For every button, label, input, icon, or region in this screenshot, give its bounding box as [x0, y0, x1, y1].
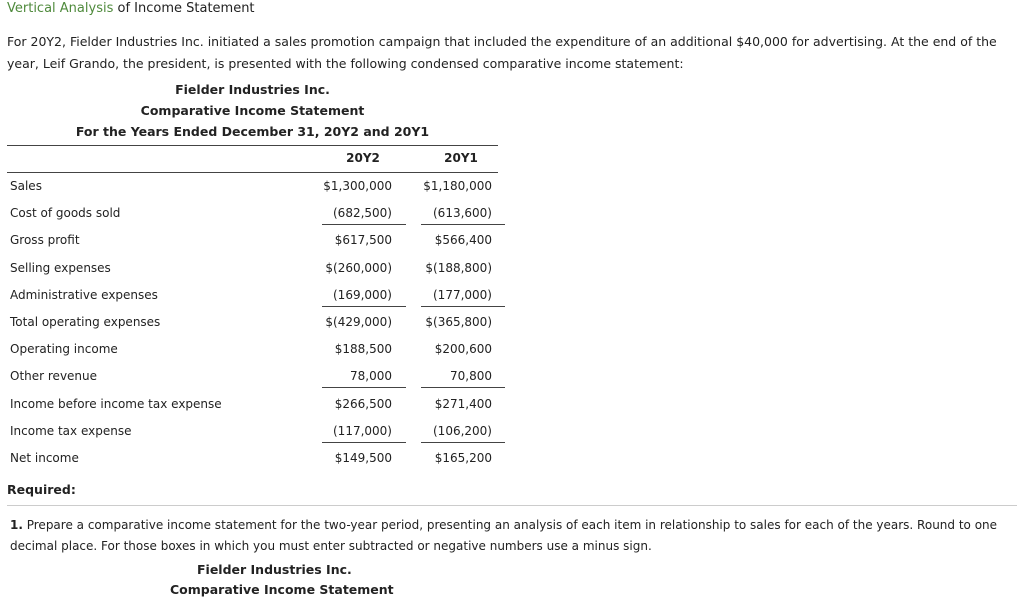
table-row: [7, 336, 498, 363]
value-20y2: $149,500: [334, 450, 392, 465]
underline: [421, 224, 505, 225]
row-label: Administrative expenses: [10, 287, 158, 302]
value-20y1: $566,400: [434, 233, 492, 248]
row-label: Net income: [10, 450, 79, 465]
table-header-row: [7, 146, 498, 173]
value-20y1: $271,400: [434, 396, 492, 411]
value-20y1: $(365,800): [425, 314, 492, 329]
value-20y2: (682,500): [333, 206, 392, 221]
table-row: [7, 445, 498, 472]
bottom-statement-company: Fielder Industries Inc.: [197, 562, 352, 577]
row-label: Cost of goods sold: [10, 206, 121, 221]
value-20y2: $1,300,000: [323, 179, 392, 193]
value-20y2: $(429,000): [325, 314, 392, 329]
row-label: Total operating expenses: [10, 314, 161, 329]
row-label: Selling expenses: [10, 260, 111, 275]
instruction-paragraph: [10, 515, 1010, 557]
table-row: [7, 391, 498, 418]
page-title: [7, 1, 255, 16]
row-label: Income tax expense: [10, 423, 132, 438]
table-row: [7, 363, 498, 390]
value-20y2: $617,500: [334, 233, 392, 248]
income-statement-table: [7, 145, 498, 472]
table-row: [7, 200, 498, 227]
underline: [322, 224, 406, 225]
row-label: Income before income tax expense: [10, 396, 222, 411]
row-label: Sales: [10, 179, 42, 193]
row-label: Gross profit: [10, 233, 80, 248]
value-20y1: $(188,800): [425, 260, 492, 275]
row-label: Other revenue: [10, 369, 98, 384]
value-20y2: $266,500: [334, 396, 392, 411]
value-20y2: $188,500: [334, 342, 392, 357]
value-20y2: (169,000): [333, 287, 392, 302]
value-20y2: 78,000: [350, 369, 392, 384]
value-20y1: $200,600: [434, 342, 492, 357]
table-row: [7, 282, 498, 309]
underline: [421, 306, 505, 307]
value-20y1: (177,000): [433, 287, 492, 302]
column-header-20y1: 20Y1: [444, 151, 478, 165]
underline: [421, 442, 505, 443]
underline: [322, 306, 406, 307]
underline: [322, 387, 406, 388]
table-row: [7, 227, 498, 254]
value-20y1: $1,180,000: [423, 179, 492, 193]
statement-period: For the Years Ended December 31, 20Y2 and 20Y1: [75, 124, 430, 139]
value-20y2: (117,000): [333, 423, 392, 438]
vertical-analysis-link[interactable]: Vertical Analysis: [7, 1, 114, 16]
value-20y1: (106,200): [433, 423, 492, 438]
table-row: [7, 418, 498, 445]
page-title-rest: of Income Statement: [113, 1, 255, 16]
instruction-number: 1.: [10, 518, 23, 532]
underline: [322, 442, 406, 443]
table-row: [7, 309, 498, 336]
instruction-text: Prepare a comparative income statement for the two-year period, presenting an analysis of each item in relationship to sales for each of the years. Round to one decimal place. For those boxes in which you must enter subtracted or negative numbers use a minus sign.: [10, 518, 998, 553]
section-divider: [7, 505, 1017, 506]
bottom-statement-title: Comparative Income Statement: [170, 582, 394, 597]
required-label: Required:: [7, 482, 76, 497]
column-header-20y2: 20Y2: [346, 151, 380, 165]
value-20y1: 70,800: [450, 369, 492, 384]
value-20y2: $(260,000): [325, 260, 392, 275]
value-20y1: $165,200: [434, 450, 492, 465]
statement-company: Fielder Industries Inc.: [175, 82, 330, 97]
underline: [421, 387, 505, 388]
table-row: [7, 255, 498, 282]
statement-title: Comparative Income Statement: [140, 103, 365, 118]
row-label: Operating income: [10, 342, 118, 357]
intro-paragraph: For 20Y2, Fielder Industries Inc. initiated a sales promotion campaign that included the expenditure of an additional $40,000 for advertising. At the end of the year, Leif Grando, the president, is presented with the following condensed comparative income statement:: [7, 34, 997, 71]
table-row: [7, 173, 498, 200]
value-20y1: (613,600): [433, 206, 492, 221]
